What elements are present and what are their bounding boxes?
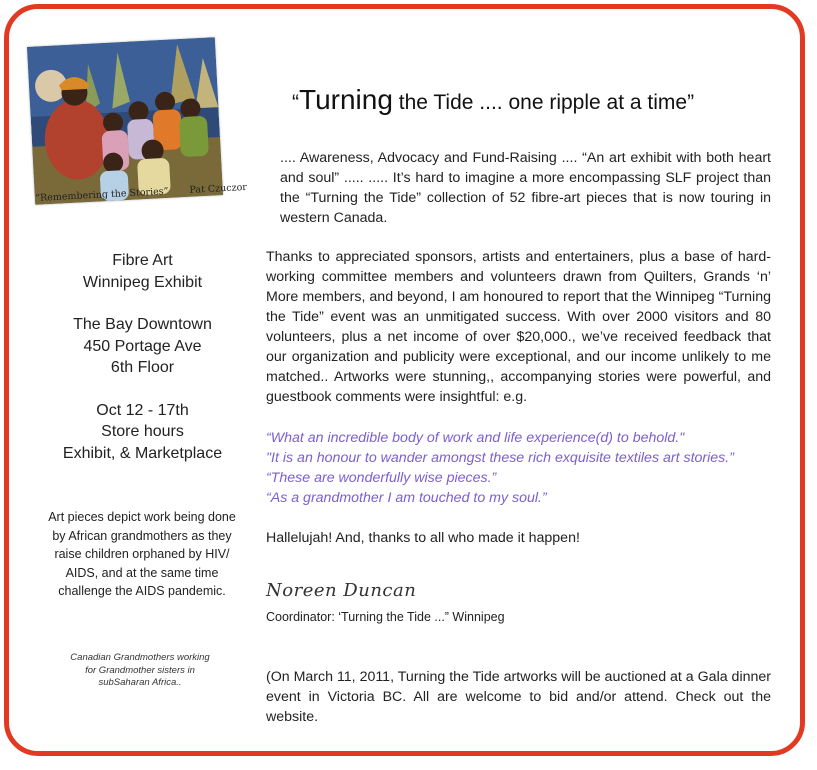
exhibit-info <box>40 250 245 464</box>
quote-line: “What an incredible body of work and life experience(d) to behold." <box>266 430 685 446</box>
info-line: The Bay Downtown <box>73 316 212 333</box>
quote-line: “As a grandmother I am touched to my soul.” <box>266 490 547 506</box>
info-line: Store hours <box>101 423 184 440</box>
caption-title: “Remembering the Stories” <box>35 186 169 204</box>
title-big-word: Turning <box>299 84 393 115</box>
body-paragraph: Thanks to appreciated sponsors, artists and entertainers, plus a base of hard-working committee members and volunteers drawn from Quilters, Grands ‘n’ More members, and beyond, I am honoured to report that the Winnipeg “Turning the Tide” event was an unmitigated success. With over 2000 visitors and 80 volunteers, plus a net income of over $20,000., we’ve received feedback that our organization and publicity were exceptional, and our income unlikely to me matched.. Artworks were stunning,, accompanying stories were powerful, and guestbook comments were insightful: e.g. <box>266 249 771 405</box>
auction-paragraph: (On March 11, 2011, Turning the Tide artworks will be auctioned at a Gala dinner event in Victoria BC. All are welcome to bid and/or attend. Check out the website. <box>266 669 771 725</box>
info-line: 6th Floor <box>110 359 175 376</box>
quote-line: "It is an honour to wander amongst these rich exquisite textiles art stories.” <box>266 450 734 466</box>
sidebar-note: Art pieces depict work being done by African grandmothers as they raise children orphaned by HIV/ AIDS, and at the same time challenge the AIDS pandemic. <box>48 510 236 598</box>
painting-illustration <box>27 37 223 205</box>
sidebar-tagline: Canadian Grandmothers working for Grandmother sisters in subSaharan Africa.. <box>70 652 210 688</box>
coordinator-line: Coordinator: ‘Turning the Tide ...” Winnipeg <box>266 610 505 624</box>
quote-line: “These are wonderfully wise pieces.” <box>266 470 497 486</box>
intro-paragraph: .... Awareness, Advocacy and Fund-Raising .... “An art exhibit with both heart and soul” ..... ..... It’s hard to imagine a more encompassing SLF project than the “Turning the Tide” collection of 52 fibre-art pieces that is now touring in western Canada. <box>280 150 771 226</box>
hallelujah-line: Hallelujah! And, thanks to all who made it happen! <box>266 530 580 546</box>
info-line: 450 Portage Ave <box>83 337 202 355</box>
title-rest: the Tide .... one ripple at a time” <box>392 91 695 114</box>
info-line: Fibre Art <box>112 252 173 269</box>
signature: Noreen Duncan <box>266 580 417 601</box>
page-title <box>292 84 694 116</box>
title-open-quote: “ <box>292 91 299 114</box>
info-line: Exhibit, & Marketplace <box>62 444 223 462</box>
info-line: Oct 12 - 17th <box>96 401 189 419</box>
guestbook-quotes <box>266 428 771 508</box>
info-line: Winnipeg Exhibit <box>82 273 203 291</box>
caption-artist: Pat Czuczor <box>189 181 248 196</box>
